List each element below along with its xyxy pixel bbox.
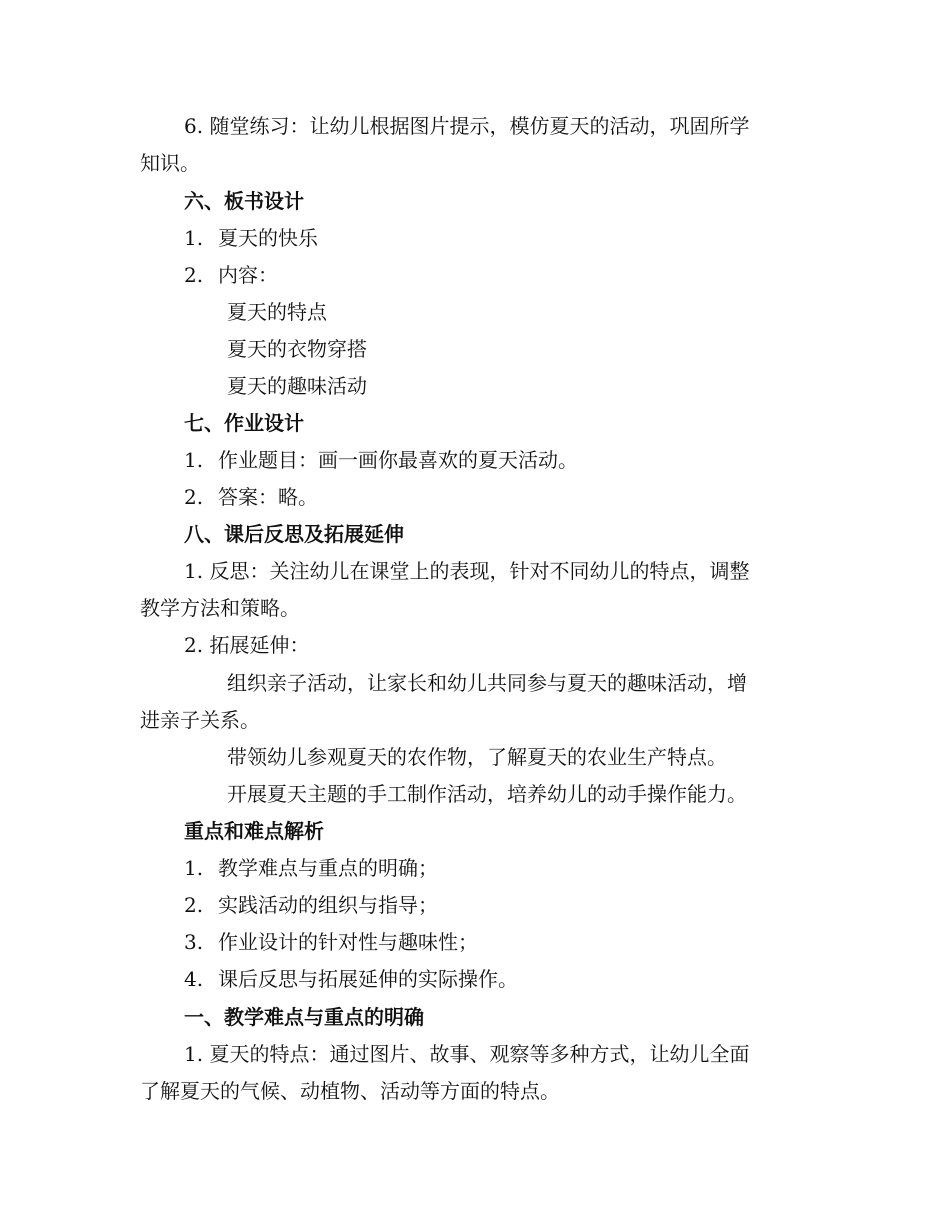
section-heading-key-points: 一、教学难点与重点的明确 bbox=[184, 1005, 424, 1029]
list-text: 内容： bbox=[218, 263, 278, 287]
list-number: 1. bbox=[184, 226, 204, 250]
list-item bbox=[184, 484, 318, 510]
list-number: 1. bbox=[184, 448, 204, 472]
list-text: 课后反思与拓展延伸的实际操作。 bbox=[218, 967, 518, 991]
section-heading-board-design: 六、板书设计 bbox=[184, 189, 304, 213]
list-item bbox=[184, 225, 318, 251]
list-number: 2. bbox=[184, 893, 204, 917]
extension-item-1-line-1: 组织亲子活动，让家长和幼儿共同参与夏天的趣味活动，增 bbox=[227, 671, 747, 695]
list-number: 2. bbox=[184, 485, 204, 509]
section-heading-homework: 七、作业设计 bbox=[184, 411, 304, 435]
list-item bbox=[184, 892, 438, 918]
sub-item: 夏天的趣味活动 bbox=[227, 374, 367, 398]
list-item bbox=[184, 966, 518, 992]
section-heading-analysis: 重点和难点解析 bbox=[184, 819, 324, 843]
list-item bbox=[184, 447, 578, 473]
extension-item-2: 带领幼儿参观夏天的农作物，了解夏天的农业生产特点。 bbox=[227, 745, 727, 769]
list-text: 实践活动的组织与指导； bbox=[218, 893, 438, 917]
list-text: 教学难点与重点的明确； bbox=[218, 856, 438, 880]
extension-item-1-line-2: 进亲子关系。 bbox=[140, 708, 260, 732]
reflection-line-1: 1. 反思：关注幼儿在课堂上的表现，针对不同幼儿的特点，调整 bbox=[184, 559, 750, 583]
list-number: 4. bbox=[184, 967, 204, 991]
sub-item: 夏天的特点 bbox=[227, 300, 327, 324]
list-text: 答案：略。 bbox=[218, 485, 318, 509]
key-points-line-2: 了解夏天的气候、动植物、活动等方面的特点。 bbox=[140, 1079, 560, 1103]
key-points-line-1: 1. 夏天的特点：通过图片、故事、观察等多种方式，让幼儿全面 bbox=[184, 1042, 750, 1066]
practice-line-2: 知识。 bbox=[140, 151, 200, 175]
extension-item-3: 开展夏天主题的手工制作活动，培养幼儿的动手操作能力。 bbox=[227, 782, 747, 806]
list-item bbox=[184, 855, 438, 881]
practice-line-1: 6. 随堂练习：让幼儿根据图片提示，模仿夏天的活动，巩固所学 bbox=[184, 114, 750, 138]
list-text: 夏天的快乐 bbox=[218, 226, 318, 250]
list-item bbox=[184, 929, 478, 955]
list-number: 2. bbox=[184, 263, 204, 287]
list-item bbox=[184, 262, 278, 288]
list-text: 作业设计的针对性与趣味性； bbox=[218, 930, 478, 954]
reflection-line-2: 教学方法和策略。 bbox=[140, 596, 300, 620]
extension-heading: 2. 拓展延伸： bbox=[184, 633, 310, 657]
list-number: 3. bbox=[184, 930, 204, 954]
list-number: 1. bbox=[184, 856, 204, 880]
section-heading-reflection: 八、课后反思及拓展延伸 bbox=[184, 522, 404, 546]
list-text: 作业题目：画一画你最喜欢的夏天活动。 bbox=[218, 448, 578, 472]
sub-item: 夏天的衣物穿搭 bbox=[227, 337, 367, 361]
